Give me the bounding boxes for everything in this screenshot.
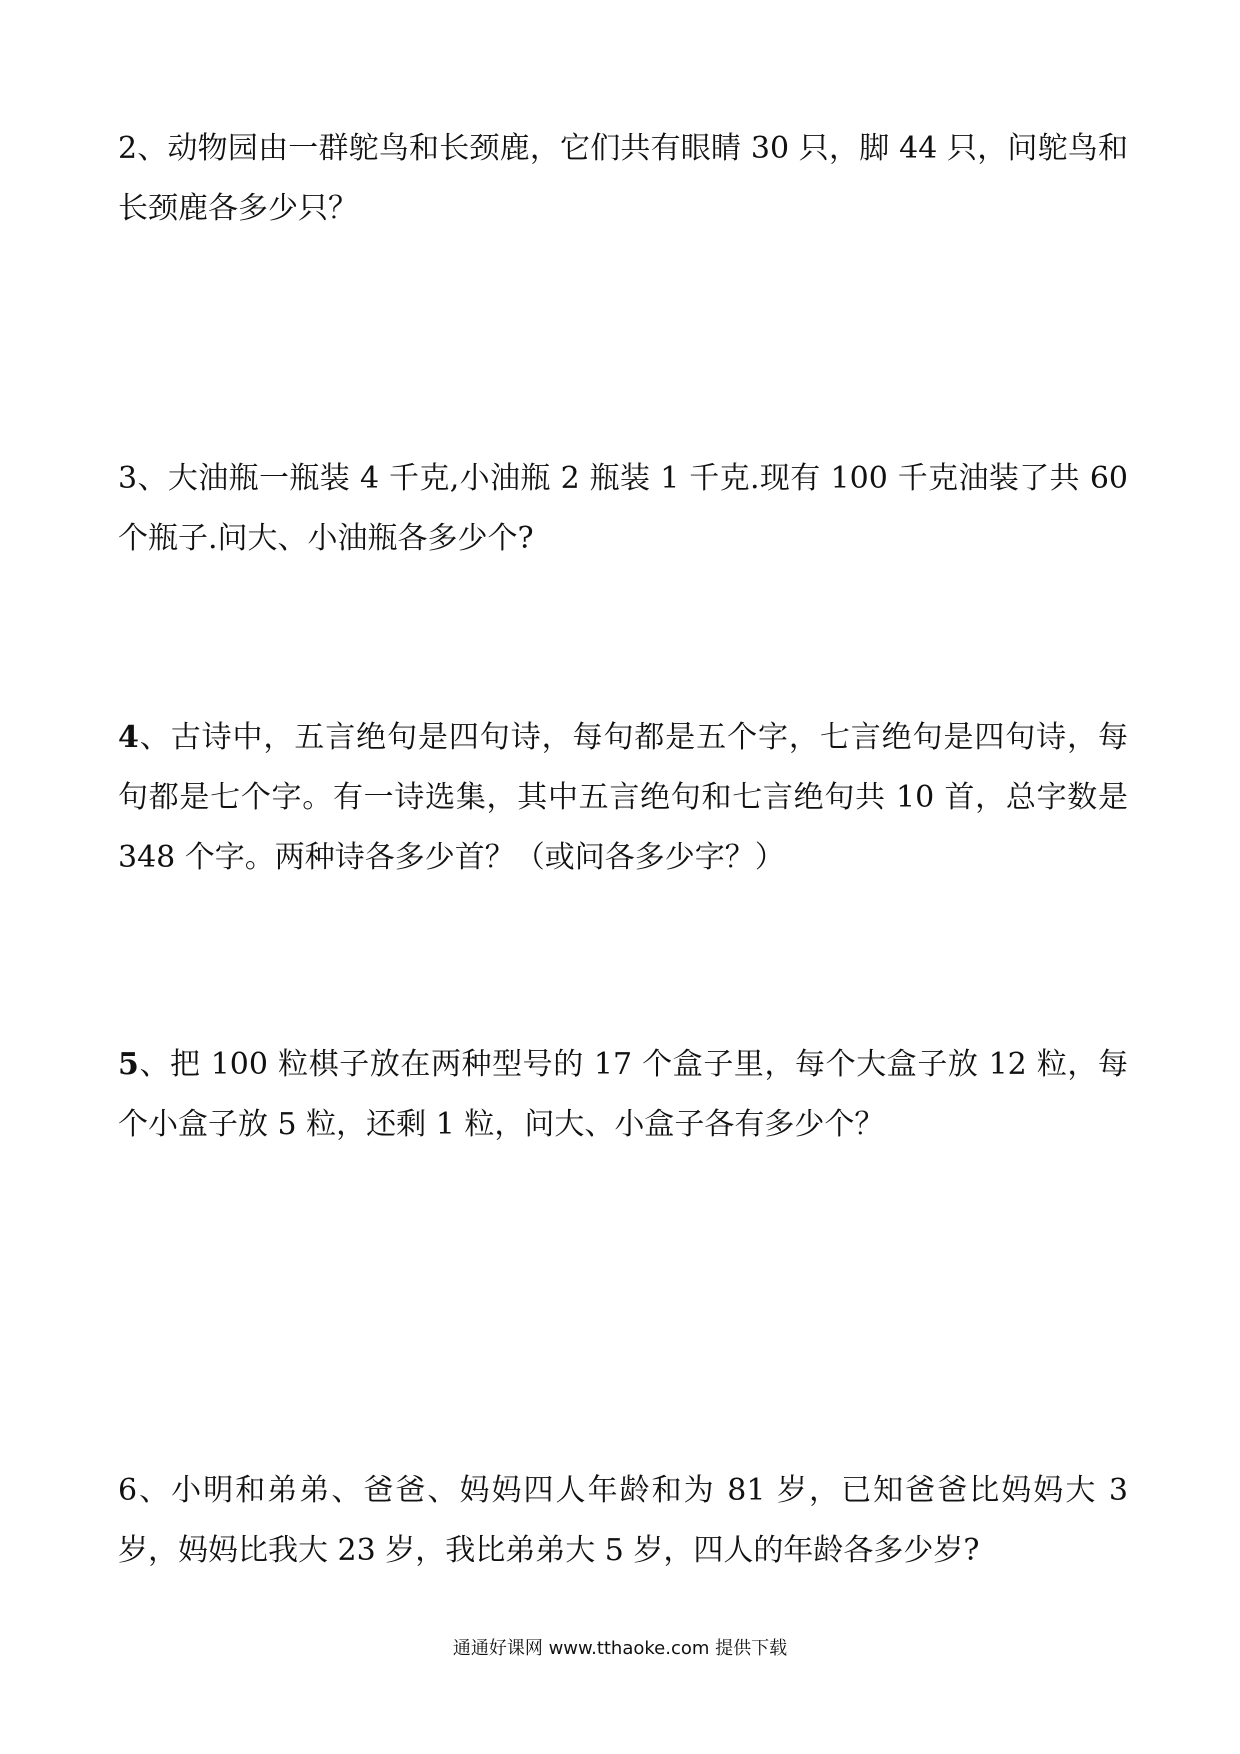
page-footer: 通通好课网 www.tthaoke.com 提供下载: [452, 1638, 788, 1659]
problem-number: 2: [118, 131, 138, 166]
problem-4: [118, 708, 1128, 888]
problem-text: 大油瓶一瓶装 4 千克,小油瓶 2 瓶装 1 千克.现有 100 千克油装了共 60 个瓶子.问大、小油瓶各多少个?: [118, 461, 1129, 556]
problem-separator: 、: [138, 1047, 171, 1082]
problem-5: [118, 1035, 1128, 1155]
problem-text: 古诗中，五言绝句是四句诗，每句都是五个字，七言绝句是四句诗，每句都是七个字。有一诗选集，其中五言绝句和七言绝句共 10 首，总字数是 348 个字。两种诗各多少首？（或问各多少字？）: [118, 720, 1129, 875]
problem-separator: 、: [137, 1473, 172, 1508]
problem-separator: 、: [138, 720, 171, 755]
problem-2: [118, 119, 1128, 239]
problem-number: 6: [118, 1473, 138, 1508]
problem-separator: 、: [137, 131, 168, 166]
problem-text: 动物园由一群鸵鸟和长颈鹿，它们共有眼睛 30 只，脚 44 只，问鸵鸟和长颈鹿各多少只？: [118, 131, 1128, 226]
problem-number: 4: [118, 720, 139, 755]
problem-number: 5: [118, 1047, 139, 1082]
problem-text: 小明和弟弟、爸爸、妈妈四人年龄和为 81 岁，已知爸爸比妈妈大 3 岁，妈妈比我大 23 岁，我比弟弟大 5 岁，四人的年龄各多少岁?: [118, 1473, 1129, 1568]
problem-separator: 、: [137, 461, 168, 496]
problem-text: 把 100 粒棋子放在两种型号的 17 个盒子里，每个大盒子放 12 粒，每个小盒子放 5 粒，还剩 1 粒，问大、小盒子各有多少个？: [118, 1047, 1129, 1142]
problem-number: 3: [118, 461, 138, 496]
problem-3: [118, 449, 1128, 569]
problem-6: [118, 1461, 1128, 1581]
